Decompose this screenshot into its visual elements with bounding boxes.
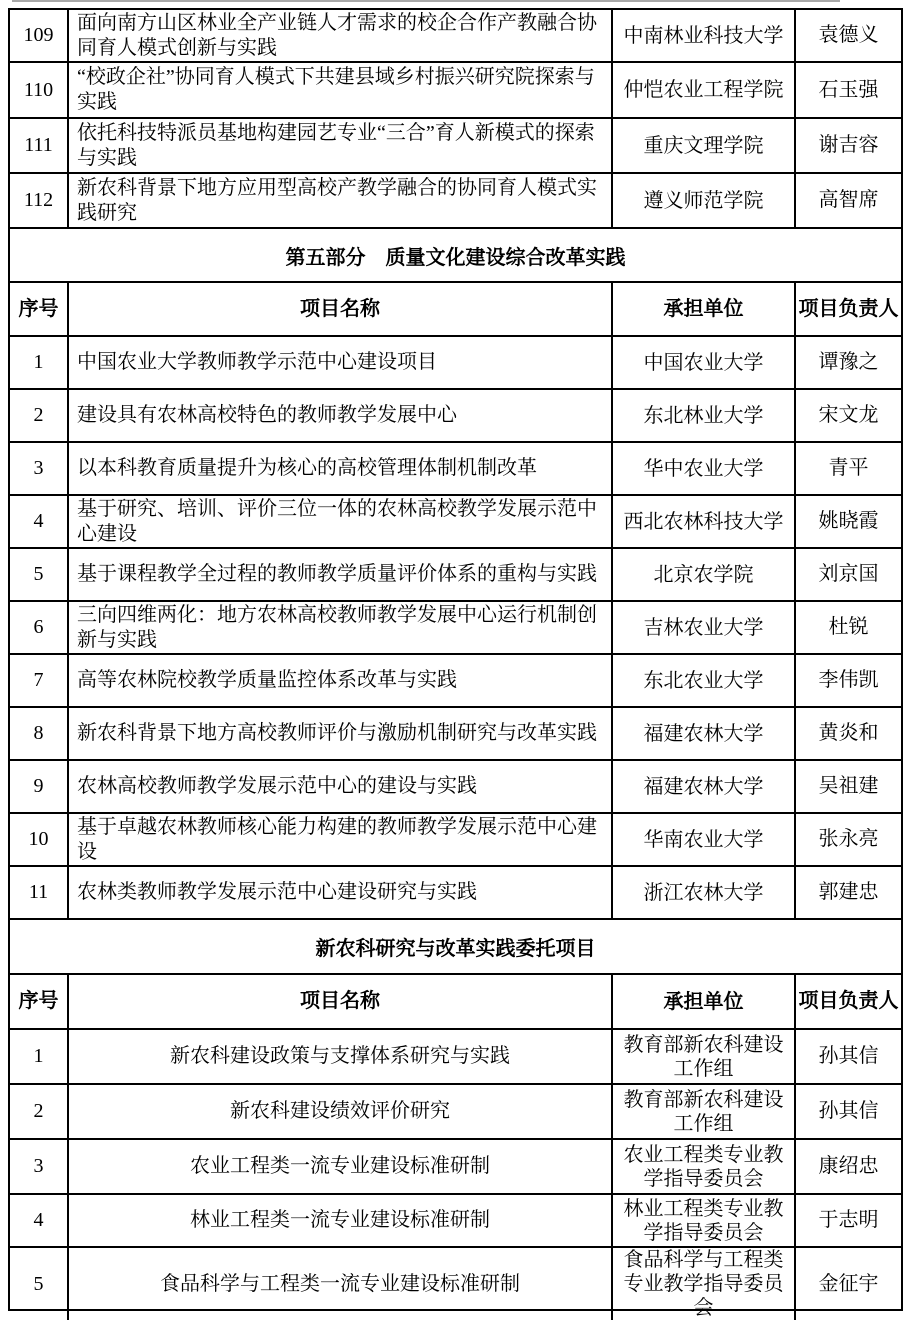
seq-cell: 2 bbox=[10, 1085, 69, 1138]
table-header-row bbox=[10, 283, 901, 337]
unit-cell: 吉林农业大学 bbox=[613, 602, 796, 653]
unit-cell: 仲恺农业工程学院 bbox=[613, 63, 796, 117]
section5-title: 第五部分 质量文化建设综合改革实践 bbox=[10, 229, 901, 283]
leader-cell: 青平 bbox=[828, 457, 869, 479]
seq-cell: 109 bbox=[10, 10, 69, 61]
unit-header: 承担单位 bbox=[613, 283, 796, 335]
project-list-table bbox=[8, 8, 903, 1319]
leader-cell: 金征宇 bbox=[818, 1272, 879, 1295]
table-row bbox=[10, 867, 901, 920]
unit-cell: 食品科学与工程类专业教学指导委员会 bbox=[613, 1248, 796, 1320]
table-row bbox=[10, 337, 901, 390]
leader-cell: 袁德义 bbox=[818, 24, 879, 46]
leader-header: 项目负责人 bbox=[798, 297, 899, 320]
project-name-cell: 建设具有农林高校特色的教师教学发展中心 bbox=[69, 390, 613, 441]
project-name-cell: 面向南方山区林业全产业链人才需求的校企合作产教融合协同育人模式创新与实践 bbox=[69, 10, 613, 61]
table-row bbox=[10, 708, 901, 761]
leader-cell: 于志明 bbox=[818, 1209, 879, 1231]
unit-cell: 福建农林大学 bbox=[613, 761, 796, 812]
project-name-cell: 基于卓越农林教师核心能力构建的教师教学发展示范中心建设 bbox=[69, 814, 613, 865]
project-name-cell: 农业工程类一流专业建设标准研制 bbox=[69, 1140, 613, 1193]
seq-cell: 3 bbox=[10, 443, 69, 494]
table-row bbox=[10, 761, 901, 814]
table-row bbox=[10, 1030, 901, 1085]
project-name-header: 项目名称 bbox=[69, 283, 613, 335]
table-row bbox=[10, 63, 901, 119]
table-row bbox=[10, 1248, 901, 1319]
unit-cell: 教育部新农科建设工作组 bbox=[613, 1030, 796, 1083]
unit-cell: 重庆文理学院 bbox=[613, 119, 796, 172]
unit-cell: 中南林业科技大学 bbox=[613, 10, 796, 61]
leader-cell: 孙其信 bbox=[818, 1100, 879, 1122]
seq-cell: 1 bbox=[10, 337, 69, 388]
unit-cell: 东北农业大学 bbox=[613, 655, 796, 706]
project-name-cell: 新农科背景下地方应用型高校产教学融合的协同育人模式实践研究 bbox=[69, 174, 613, 227]
table-row bbox=[10, 496, 901, 549]
seq-cell: 4 bbox=[10, 496, 69, 547]
project-name-cell: 基于研究、培训、评价三位一体的农林高校教学发展示范中心建设 bbox=[69, 496, 613, 547]
seq-cell: 7 bbox=[10, 655, 69, 706]
table-row bbox=[10, 1195, 901, 1248]
seq-cell: 6 bbox=[10, 602, 69, 653]
project-name-cell: 三向四维两化：地方农林高校教师教学发展中心运行机制创新与实践 bbox=[69, 602, 613, 653]
project-name-cell: “校政企社”协同育人模式下共建县域乡村振兴研究院探索与实践 bbox=[69, 63, 613, 117]
project-name-header: 项目名称 bbox=[69, 975, 613, 1028]
project-name-cell: 以本科教育质量提升为核心的高校管理体制机制改革 bbox=[69, 443, 613, 494]
unit-cell: 林业工程类专业教学指导委员会 bbox=[613, 1195, 796, 1246]
seq-header: 序号 bbox=[10, 975, 69, 1028]
unit-header: 承担单位 bbox=[613, 975, 796, 1028]
seq-cell: 5 bbox=[10, 549, 69, 600]
table-row bbox=[10, 119, 901, 174]
project-name-cell: 林业工程类一流专业建设标准研制 bbox=[69, 1195, 613, 1246]
leader-cell: 姚晓霞 bbox=[818, 510, 879, 532]
leader-cell: 刘京国 bbox=[818, 563, 879, 585]
leader-cell: 黄炎和 bbox=[818, 722, 879, 744]
leader-cell: 谭豫之 bbox=[818, 351, 879, 373]
seq-cell: 2 bbox=[10, 390, 69, 441]
project-name-cell: 高等农林院校教学质量监控体系改革与实践 bbox=[69, 655, 613, 706]
unit-cell: 华南农业大学 bbox=[613, 814, 796, 865]
seq-cell: 111 bbox=[10, 119, 69, 172]
previous-row-border-artifact bbox=[12, 0, 840, 2]
unit-cell: 农业工程类专业教学指导委员会 bbox=[613, 1140, 796, 1193]
seq-cell: 11 bbox=[10, 867, 69, 918]
project-name-cell: 中国农业大学教师教学示范中心建设项目 bbox=[69, 337, 613, 388]
table-row bbox=[10, 655, 901, 708]
seq-cell: 5 bbox=[10, 1248, 69, 1320]
project-name-cell: 食品科学与工程类一流专业建设标准研制 bbox=[69, 1248, 613, 1320]
unit-cell: 浙江农林大学 bbox=[613, 867, 796, 918]
seq-cell: 110 bbox=[10, 63, 69, 117]
unit-cell: 西北农林科技大学 bbox=[613, 496, 796, 547]
unit-cell: 中国农业大学 bbox=[613, 337, 796, 388]
leader-cell: 石玉强 bbox=[818, 78, 879, 101]
unit-cell: 华中农业大学 bbox=[613, 443, 796, 494]
table-row bbox=[10, 814, 901, 867]
leader-cell: 谢吉容 bbox=[818, 134, 879, 156]
seq-cell: 3 bbox=[10, 1140, 69, 1193]
leader-cell: 张永亮 bbox=[818, 828, 879, 850]
unit-cell: 福建农林大学 bbox=[613, 708, 796, 759]
seq-cell: 9 bbox=[10, 761, 69, 812]
table-row bbox=[10, 174, 901, 229]
leader-cell: 李伟凯 bbox=[818, 669, 879, 691]
seq-header: 序号 bbox=[10, 283, 69, 335]
project-name-cell: 基于课程教学全过程的教师教学质量评价体系的重构与实践 bbox=[69, 549, 613, 600]
entrust-section-title: 新农科研究与改革实践委托项目 bbox=[10, 920, 901, 975]
leader-cell: 吴祖建 bbox=[818, 775, 879, 797]
seq-cell: 112 bbox=[10, 174, 69, 227]
leader-cell: 宋文龙 bbox=[818, 404, 879, 426]
leader-cell: 康绍忠 bbox=[818, 1155, 879, 1177]
table-row bbox=[10, 549, 901, 602]
leader-cell: 孙其信 bbox=[818, 1045, 879, 1067]
table-row bbox=[10, 443, 901, 496]
unit-cell: 遵义师范学院 bbox=[613, 174, 796, 227]
seq-cell: 1 bbox=[10, 1030, 69, 1083]
leader-cell: 高智席 bbox=[818, 189, 879, 211]
unit-cell: 东北林业大学 bbox=[613, 390, 796, 441]
unit-cell: 教育部新农科建设工作组 bbox=[613, 1085, 796, 1138]
table-row bbox=[10, 602, 901, 655]
table-row bbox=[10, 1140, 901, 1195]
project-name-cell: 新农科背景下地方高校教师评价与激励机制研究与改革实践 bbox=[69, 708, 613, 759]
table-row bbox=[10, 10, 901, 63]
table-row bbox=[10, 390, 901, 443]
seq-cell: 10 bbox=[10, 814, 69, 865]
project-name-cell: 新农科建设政策与支撑体系研究与实践 bbox=[69, 1030, 613, 1083]
leader-cell: 杜锐 bbox=[828, 616, 869, 638]
table-row bbox=[10, 1085, 901, 1140]
project-name-cell: 农林高校教师教学发展示范中心的建设与实践 bbox=[69, 761, 613, 812]
unit-cell: 北京农学院 bbox=[613, 549, 796, 600]
project-name-cell: 农林类教师教学发展示范中心建设研究与实践 bbox=[69, 867, 613, 918]
project-name-cell: 依托科技特派员基地构建园艺专业“三合”育人新模式的探索与实践 bbox=[69, 119, 613, 172]
seq-cell: 4 bbox=[10, 1195, 69, 1246]
leader-cell: 郭建忠 bbox=[818, 881, 879, 903]
leader-header: 项目负责人 bbox=[798, 990, 899, 1012]
project-name-cell: 新农科建设绩效评价研究 bbox=[69, 1085, 613, 1138]
seq-cell: 8 bbox=[10, 708, 69, 759]
table-header-row bbox=[10, 975, 901, 1030]
